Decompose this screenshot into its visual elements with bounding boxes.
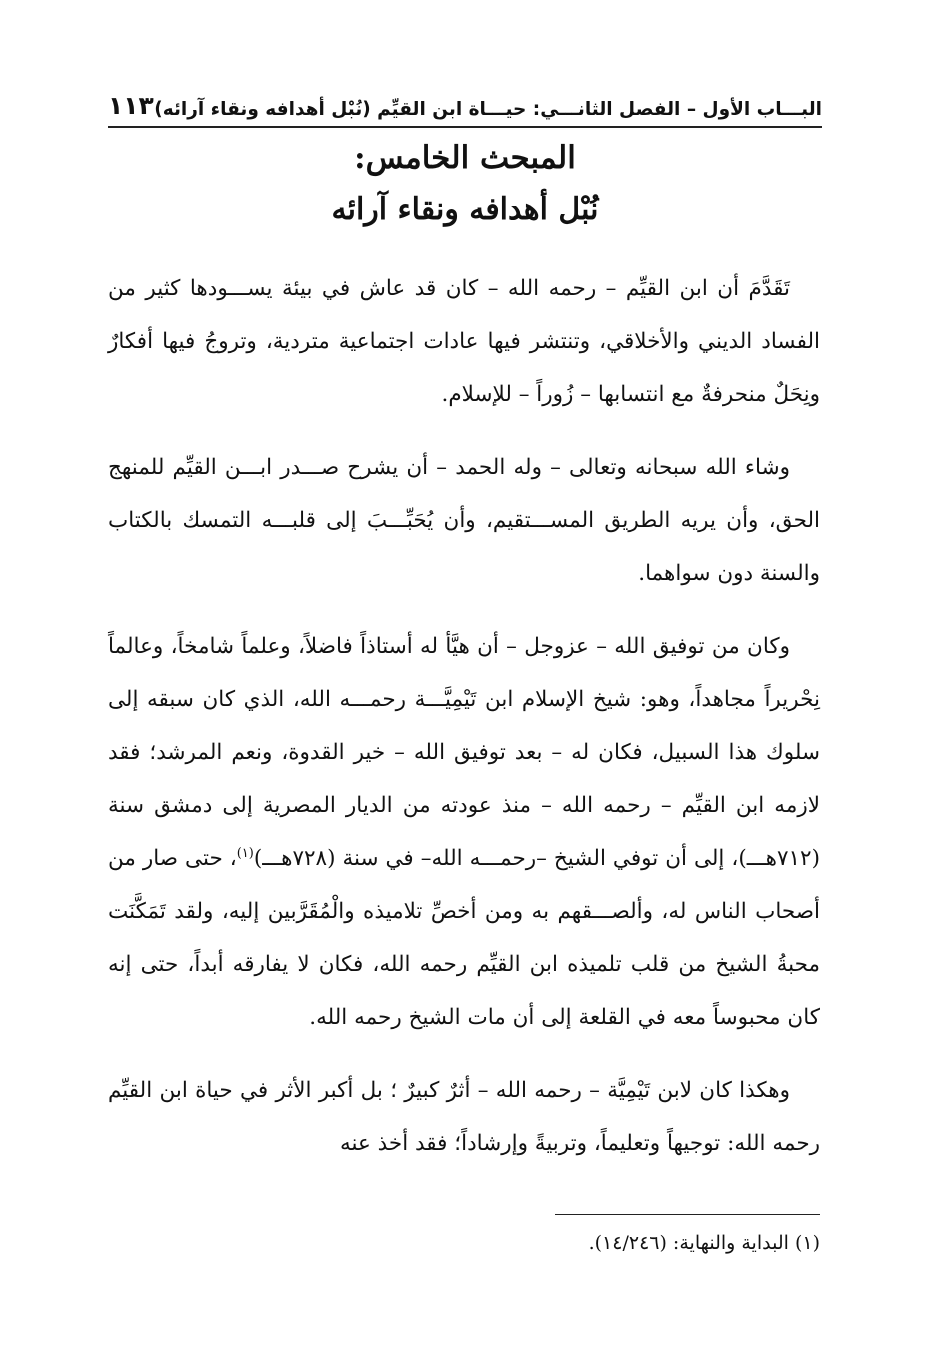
paragraph-text: وكان من توفيق الله – عزوجل – أن هيَّأ له أستاذاً فاضلاً، وعلماً شامخاً، وعالماً نِحْريراً مجاهداً، وهو: شيخ الإسلام ابن تَيْمِيَّـــة رحمـــه الله، الذي كان سبقه إلى سلوك هذا السبيل، فكان له – بعد توفيق الله – خير القدوة، ونعم المرشد؛ فقد لازمه ابن القيِّم – رحمه الله – منذ عودته من الديار المصرية إلى دمشق سنة (٧١٢هـــ)، إلى أن توفي الشيخ –رحمـــه الله– في سنة (٧٢٨هـــ): [108, 634, 820, 871]
body-text: [108, 262, 820, 1190]
paragraph-text: وهكذا كان لابن تَيْمِيَّة – رحمه الله – أثرٌ كبيرٌ ؛ بل أكبر الأثر في حياة ابن القيِّم رحمه الله: توجيهاً وتعليماً، وتربيةً وإرشاداً؛ فقد أخذ عنه: [108, 1078, 820, 1156]
footnote: (١) البداية والنهاية: (١٤/٢٤٦).: [588, 1232, 820, 1254]
paragraph: [108, 1064, 820, 1170]
paragraph-text: وشاء الله سبحانه وتعالى – وله الحمد – أن يشرح صـــدر ابـــن القيِّم للمنهج الحق، وأن يريه الطريق المســـتقيم، وأن يُحَبِّـــبَ إلى قلبـــه التمسك بالكتاب والسنة دون سواهما.: [108, 455, 820, 586]
paragraph: [108, 620, 820, 1044]
section-label: المبحث الخامس:: [354, 140, 576, 176]
paragraph: [108, 262, 820, 421]
section-title: نُبْل أهدافه ونقاء آرائه: [331, 192, 599, 227]
running-header: [108, 84, 822, 128]
paragraph-text: تَقَدَّمَ أن ابن القيِّم – رحمه الله – كان قد عاش في بيئة يســـودها كثير من الفساد الديني والأخلاقي، وتنتشر فيها عادات اجتماعية متردية، وتروجُ فيها أفكارٌ ونِحَلٌ منحرفةٌ مع انتسابها – زُوراً – للإسلام.: [108, 276, 820, 407]
footnote-reference[interactable]: (١): [236, 845, 254, 861]
footnote-separator: [555, 1214, 820, 1215]
page-number: ١١٣: [108, 91, 154, 120]
paragraph-text-continued: ، حتى صار من أصحاب الناس له، وألصـــقهم به ومن أخصِّ تلاميذه والْمُقَرَّبين إليه، ولقد تَمَكَّنَت محبةُ الشيخ من قلب تلميذه ابن القيِّم رحمه الله، فكان لا يفارقه أبداً، حتى إنه كان محبوساً معه في القلعة إلى أن مات الشيخ رحمه الله.: [108, 846, 820, 1030]
paragraph: [108, 441, 820, 600]
running-title: البـــاب الأول – الفصل الثانـــي: حيـــاة ابن القيِّم (نُبْل أهدافه ونقاء آرائه): [154, 99, 822, 120]
